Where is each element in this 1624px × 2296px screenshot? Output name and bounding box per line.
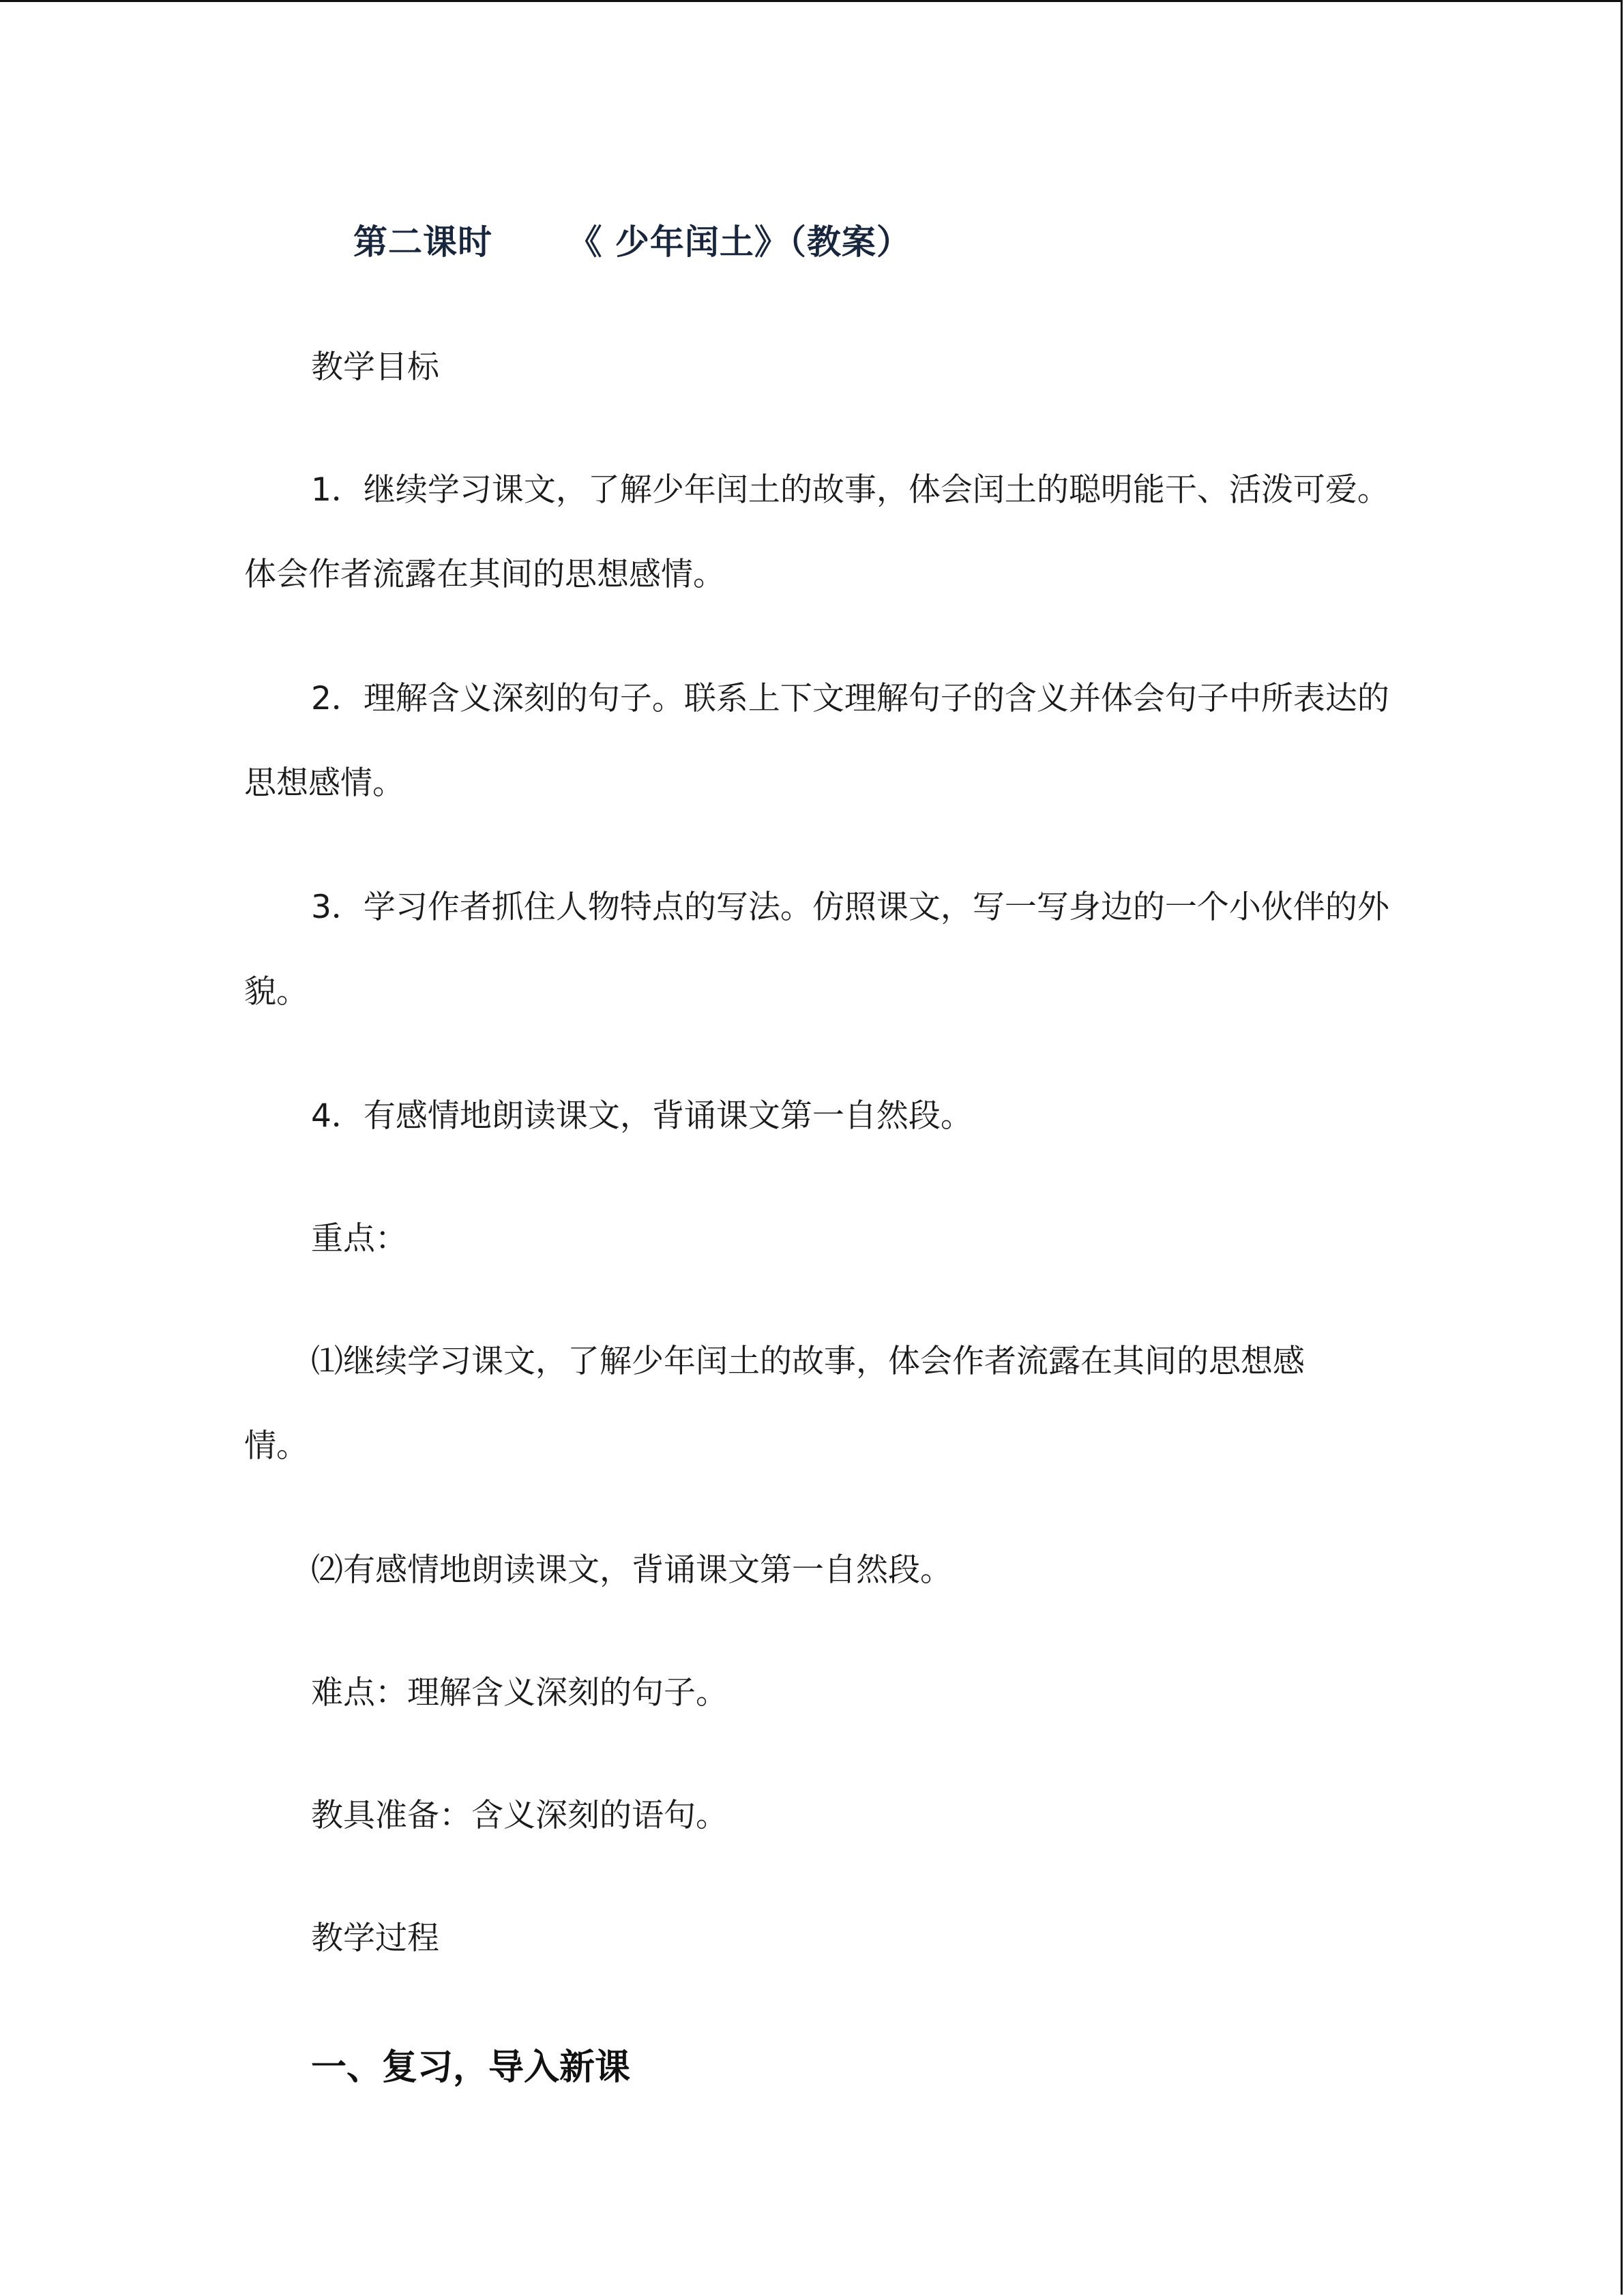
paragraph-key-points-label: 重点： [311, 1220, 407, 1257]
paragraph-teaching-goals: 教学目标 [311, 348, 439, 386]
paragraph-goal-2: 2．理解含义深刻的句子。联系上下文理解句子的含义并体会句子中所表达的思想感情。 [244, 680, 1389, 802]
paragraph-key-point-2: ⑵有感情地朗读课文，背诵课文第一自然段。 [311, 1551, 952, 1589]
paragraph-goal-3: 3．学习作者抓住人物特点的写法。仿照课文，写一写身边的一个小伙伴的外貌。 [244, 889, 1389, 1011]
paragraph-difficulty: 难点：理解含义深刻的句子。 [311, 1674, 728, 1712]
page-title: 第二课时 《 少年闰土》（教案） [353, 222, 911, 262]
paragraph-goal-1: 1．继续学习课文，了解少年闰土的故事，体会闰土的聪明能干、活泼可爱。体会作者流露在其间的思想感情。 [244, 471, 1389, 593]
section-heading: 一、复习，导入新课 [311, 2047, 631, 2088]
paragraph-teaching-aids: 教具准备：含义深刻的语句。 [311, 1797, 728, 1834]
paragraph-goal-4: 4．有感情地朗读课文，背诵课文第一自然段。 [311, 1097, 973, 1135]
paragraph-key-point-1: ⑴继续学习课文，了解少年闰土的故事，体会作者流露在其间的思想感情。 [244, 1343, 1305, 1465]
paragraph-teaching-process: 教学过程 [311, 1920, 439, 1957]
